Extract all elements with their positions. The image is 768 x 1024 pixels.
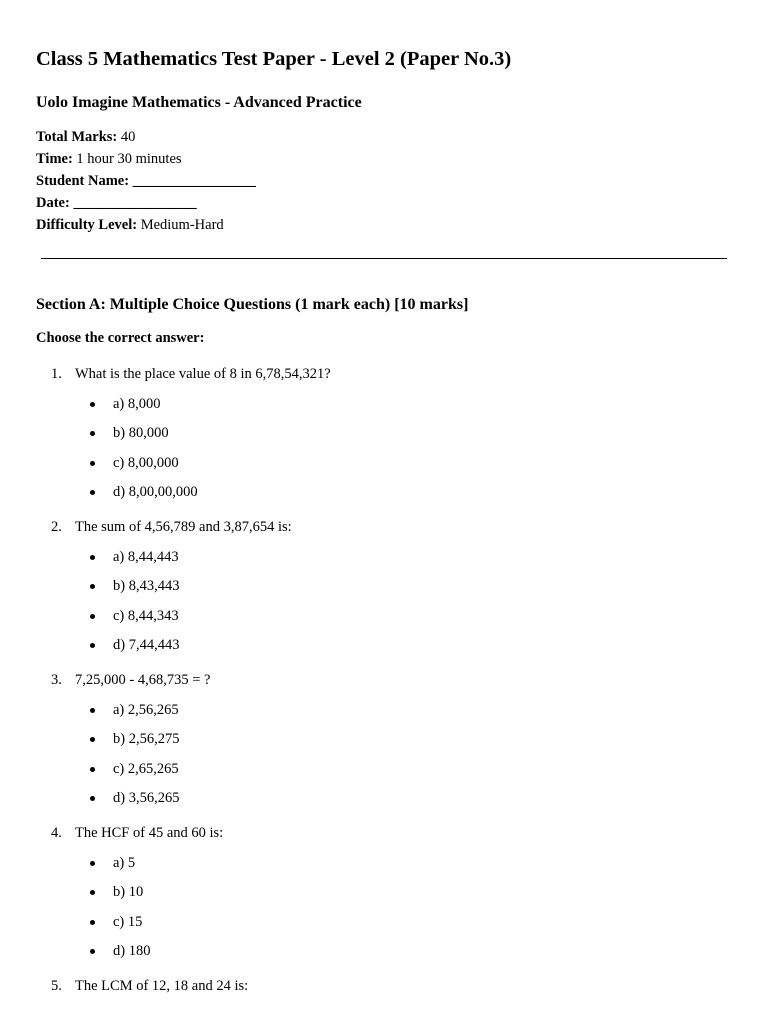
option-text: d) 3,56,265 [113,790,180,806]
question-text: The LCM of 12, 18 and 24 is: [75,978,249,994]
option-text: b) 8,43,443 [113,578,180,594]
option-text: a) 2,56,265 [113,702,179,718]
bullet-icon [90,461,95,466]
student-name-blank: _________________ [129,173,256,189]
bullet-icon [90,490,95,495]
option-b [0,577,768,595]
option-a [0,395,768,413]
difficulty-line [36,214,256,236]
question-number: 1. [51,366,62,382]
date-label: Date: [36,195,70,211]
question-number: 5. [51,978,62,994]
date-line [36,192,256,214]
bullet-icon [90,949,95,954]
bullet-icon [90,920,95,925]
bullet-icon [90,431,95,436]
page-subtitle: Uolo Imagine Mathematics - Advanced Practice [36,94,362,111]
option-text: d) 180 [113,943,151,959]
option-d [0,789,768,807]
page-title: Class 5 Mathematics Test Paper - Level 2 (Paper No.3) [36,48,512,70]
option-text: a) 5 [113,855,136,871]
question-text: The sum of 4,56,789 and 3,87,654 is: [75,519,292,535]
bullet-icon [90,584,95,589]
option-d [0,483,768,501]
option-a [0,701,768,719]
option-b [0,730,768,748]
bullet-icon [90,643,95,648]
option-c [0,607,768,625]
option-text: b) 2,56,275 [113,731,180,747]
horizontal-divider [41,258,727,259]
option-text: c) 15 [113,914,143,930]
option-text: a) 8,44,443 [113,549,179,565]
option-a [0,854,768,872]
total-marks-label: Total Marks: [36,129,118,145]
bullet-icon [90,708,95,713]
option-text: b) 10 [113,884,144,900]
option-d [0,636,768,654]
student-name-line [36,170,256,192]
option-text: a) 8,000 [113,396,161,412]
option-text: d) 8,00,00,000 [113,484,198,500]
option-text: d) 7,44,443 [113,637,180,653]
question-text: The HCF of 45 and 60 is: [75,825,224,841]
question-number: 4. [51,825,62,841]
question-number: 2. [51,519,62,535]
time-line [36,148,256,170]
date-blank: _________________ [69,195,197,211]
option-text: c) 8,44,343 [113,608,179,624]
bullet-icon [90,614,95,619]
section-a-title: Section A: Multiple Choice Questions (1 mark each) [10 marks] [36,296,469,313]
option-text: c) 2,65,265 [113,761,179,777]
time-label: Time: [36,151,73,167]
question-text: What is the place value of 8 in 6,78,54,321? [75,366,331,382]
total-marks-value: 40 [117,129,136,145]
option-text: c) 8,00,000 [113,455,179,471]
difficulty-value: Medium-Hard [137,217,224,233]
time-value: 1 hour 30 minutes [72,151,182,167]
paper-details [36,126,256,236]
option-text: b) 80,000 [113,425,169,441]
student-name-label: Student Name: [36,173,130,189]
bullet-icon [90,890,95,895]
bullet-icon [90,861,95,866]
section-a-instruction: Choose the correct answer: [36,330,205,346]
option-d [0,942,768,960]
option-b [0,883,768,901]
option-c [0,760,768,778]
bullet-icon [90,767,95,772]
question-number: 3. [51,672,62,688]
bullet-icon [90,796,95,801]
option-c [0,913,768,931]
bullet-icon [90,737,95,742]
option-c [0,454,768,472]
question-text: 7,25,000 - 4,68,735 = ? [75,672,211,688]
difficulty-label: Difficulty Level: [36,217,138,233]
bullet-icon [90,555,95,560]
bullet-icon [90,402,95,407]
total-marks-line [36,126,256,148]
option-a [0,548,768,566]
option-b [0,424,768,442]
